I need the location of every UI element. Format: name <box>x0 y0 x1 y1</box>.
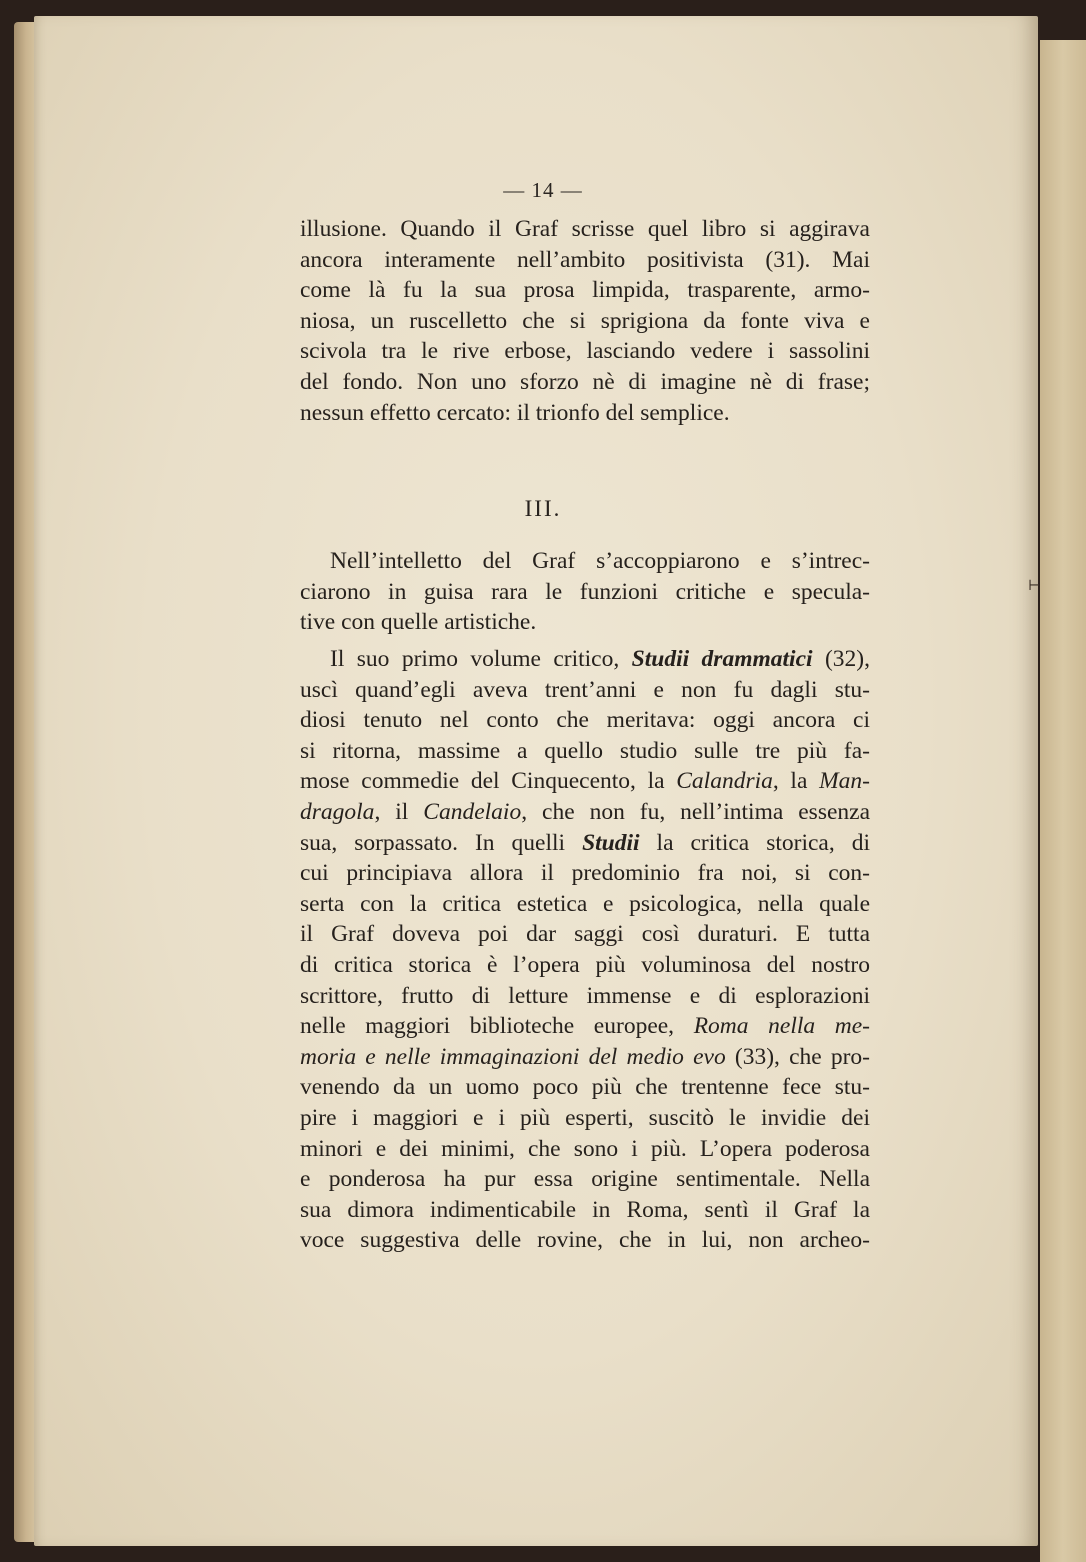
text-run: uscì quand’egli aveva trent’anni e non fu dagli stu- <box>300 676 870 703</box>
paragraph-3 <box>300 644 870 1256</box>
paragraph-1 <box>300 214 870 428</box>
text-line: ancora interamente nell’ambito positivista (31). Mai <box>300 246 870 273</box>
text-run: nelle maggiori biblioteche europee, <box>300 1013 694 1040</box>
text-line <box>300 705 870 736</box>
text-line <box>300 766 870 797</box>
text-run: la critica storica, di <box>639 829 870 856</box>
text-line <box>300 1011 870 1042</box>
paragraph-2 <box>300 546 870 638</box>
text-line <box>300 1134 870 1165</box>
italic-title: moria e nelle immaginazioni del medio evo <box>300 1043 726 1070</box>
text-line <box>300 1042 870 1073</box>
text-line <box>300 675 870 706</box>
italic-title: Candelaio <box>423 798 522 825</box>
text-line <box>300 1225 870 1256</box>
text-run: (32), <box>812 646 870 672</box>
text-line: come là fu la sua prosa limpida, trasparente, armo- <box>300 277 870 304</box>
text-run: sua, sorpassato. In quelli <box>300 829 583 856</box>
text-line <box>300 736 870 767</box>
italic-title: Studii drammatici <box>631 646 813 672</box>
italic-title: Man- <box>819 768 870 795</box>
italic-title: dragola <box>300 798 375 825</box>
italic-title: Studii <box>582 829 640 856</box>
text-run: si ritorna, massime a quello studio sulle tre più fa- <box>300 737 870 764</box>
italic-title: Calandria <box>676 768 773 795</box>
text-run: (33), che pro- <box>725 1043 870 1070</box>
text-run: minori e dei minimi, che sono i più. L’opera poderosa <box>300 1135 870 1162</box>
text-line <box>300 1072 870 1103</box>
text-run: , il <box>374 798 424 825</box>
margin-mark-icon: ⊢ <box>1028 579 1041 594</box>
text-line: tive con quelle artistiche. <box>300 609 537 636</box>
text-run: , la <box>772 768 820 795</box>
text-line <box>300 1195 870 1226</box>
text-line <box>300 919 870 950</box>
page-number: — 14 — <box>503 178 583 202</box>
text-line <box>300 797 870 828</box>
text-run: e ponderosa ha pur essa origine sentimentale. Nella <box>300 1166 870 1193</box>
text-run: di critica storica è l’opera più voluminosa del nostro <box>300 951 870 978</box>
text-line <box>300 644 870 675</box>
text-line: del fondo. Non uno sforzo nè di imagine nè di frase; <box>300 368 870 395</box>
text-run: serta con la critica estetica e psicologica, nella quale <box>300 890 870 917</box>
text-run: scrittore, frutto di letture immense e di esplorazioni <box>300 982 870 1009</box>
text-line <box>300 889 870 920</box>
text-line: niosa, un ruscelletto che si sprigiona da fonte viva e <box>300 307 870 334</box>
text-run: diosi tenuto nel conto che meritava: oggi ancora ci <box>300 707 870 734</box>
text-run: pire i maggiori e i più esperti, suscitò le invidie dei <box>300 1104 870 1131</box>
text-line <box>300 1164 870 1195</box>
text-run: venendo da un uomo poco più che trentenne fece stu- <box>300 1074 870 1101</box>
text-run: il Graf doveva poi dar saggi così duraturi. E tutta <box>300 921 870 948</box>
text-line <box>300 1103 870 1134</box>
text-line: Nell’intelletto del Graf s’accoppiarono e s’intrec- <box>330 548 870 574</box>
text-line <box>300 981 870 1012</box>
text-line <box>300 950 870 981</box>
text-line <box>300 828 870 859</box>
text-run: , che non fu, nell’intima essenza <box>521 798 871 825</box>
section-heading: III. <box>524 496 562 521</box>
text-line: ciarono in guisa rara le funzioni critiche e specula- <box>300 578 870 605</box>
text-line: nessun effetto cercato: il trionfo del semplice. <box>300 399 730 426</box>
text-run: Il suo primo volume critico, <box>330 646 632 672</box>
text-run: voce suggestiva delle rovine, che in lui, non archeo- <box>300 1227 870 1254</box>
text-run: cui principiava allora il predominio fra noi, si con- <box>300 860 870 887</box>
text-line <box>300 858 870 889</box>
text-line: scivola tra le rive erbose, lasciando vedere i sassolini <box>300 338 870 365</box>
text-line: illusione. Quando il Graf scrisse quel libro si aggirava <box>300 216 870 242</box>
italic-title: Roma nella me- <box>693 1013 870 1040</box>
text-run: sua dimora indimenticabile in Roma, sentì il Graf la <box>300 1196 870 1223</box>
text-run: mose commedie del Cinquecento, la <box>300 768 677 795</box>
facing-page-edge <box>1040 40 1086 1562</box>
